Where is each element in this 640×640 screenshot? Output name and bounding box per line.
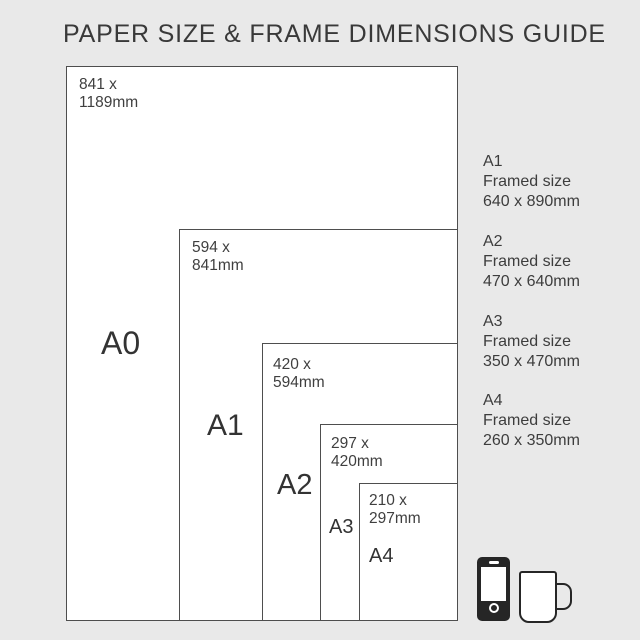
paper-a3-dimensions xyxy=(331,435,383,471)
framed-size-a3 xyxy=(483,312,580,372)
framed-size-a2-caption: Framed size xyxy=(483,253,572,270)
paper-a4-label: A4 xyxy=(369,545,394,567)
framed-size-a1-caption: Framed size xyxy=(483,173,572,190)
framed-size-a1-dimensions: 640 x 890mm xyxy=(483,193,580,210)
paper-a0-height: 1189mm xyxy=(79,94,139,111)
smartphone-icon xyxy=(477,557,510,621)
paper-a1-height: 841mm xyxy=(192,257,244,274)
paper-a1-label: A1 xyxy=(207,409,244,442)
mug-body xyxy=(519,571,557,623)
mug-icon xyxy=(519,571,572,623)
framed-size-a4 xyxy=(483,391,580,451)
phone-screen xyxy=(481,567,506,601)
framed-size-a2 xyxy=(483,232,580,292)
framed-size-a3-name: A3 xyxy=(483,313,503,330)
paper-a1-dimensions xyxy=(192,239,244,275)
framed-size-a3-dimensions: 350 x 470mm xyxy=(483,353,580,370)
paper-a2-dimensions xyxy=(273,356,325,392)
paper-a1-width: 594 x xyxy=(192,239,230,256)
page-title: PAPER SIZE & FRAME DIMENSIONS GUIDE xyxy=(63,20,606,48)
paper-a0-label: A0 xyxy=(101,325,141,361)
paper-a4-width: 210 x xyxy=(369,492,407,509)
paper-a0-width: 841 x xyxy=(79,76,117,93)
phone-home-button xyxy=(489,603,499,613)
paper-a3-label: A3 xyxy=(329,516,354,538)
paper-a0-dimensions xyxy=(79,76,138,112)
framed-size-a4-caption: Framed size xyxy=(483,412,572,429)
paper-a4-dimensions xyxy=(369,492,421,528)
phone-speaker xyxy=(489,561,499,564)
paper-a3-width: 297 x xyxy=(331,435,369,452)
framed-size-a4-name: A4 xyxy=(483,392,503,409)
framed-size-a4-dimensions: 260 x 350mm xyxy=(483,432,580,449)
paper-a2-height: 594mm xyxy=(273,374,325,391)
paper-a4-height: 297mm xyxy=(369,510,421,527)
paper-a2-label: A2 xyxy=(277,469,313,501)
framed-size-a1 xyxy=(483,152,580,212)
framed-size-a3-caption: Framed size xyxy=(483,333,572,350)
paper-a2-width: 420 x xyxy=(273,356,311,373)
framed-size-a2-name: A2 xyxy=(483,233,503,250)
framed-size-a1-name: A1 xyxy=(483,153,503,170)
framed-size-a2-dimensions: 470 x 640mm xyxy=(483,273,580,290)
paper-a3-height: 420mm xyxy=(331,453,383,470)
